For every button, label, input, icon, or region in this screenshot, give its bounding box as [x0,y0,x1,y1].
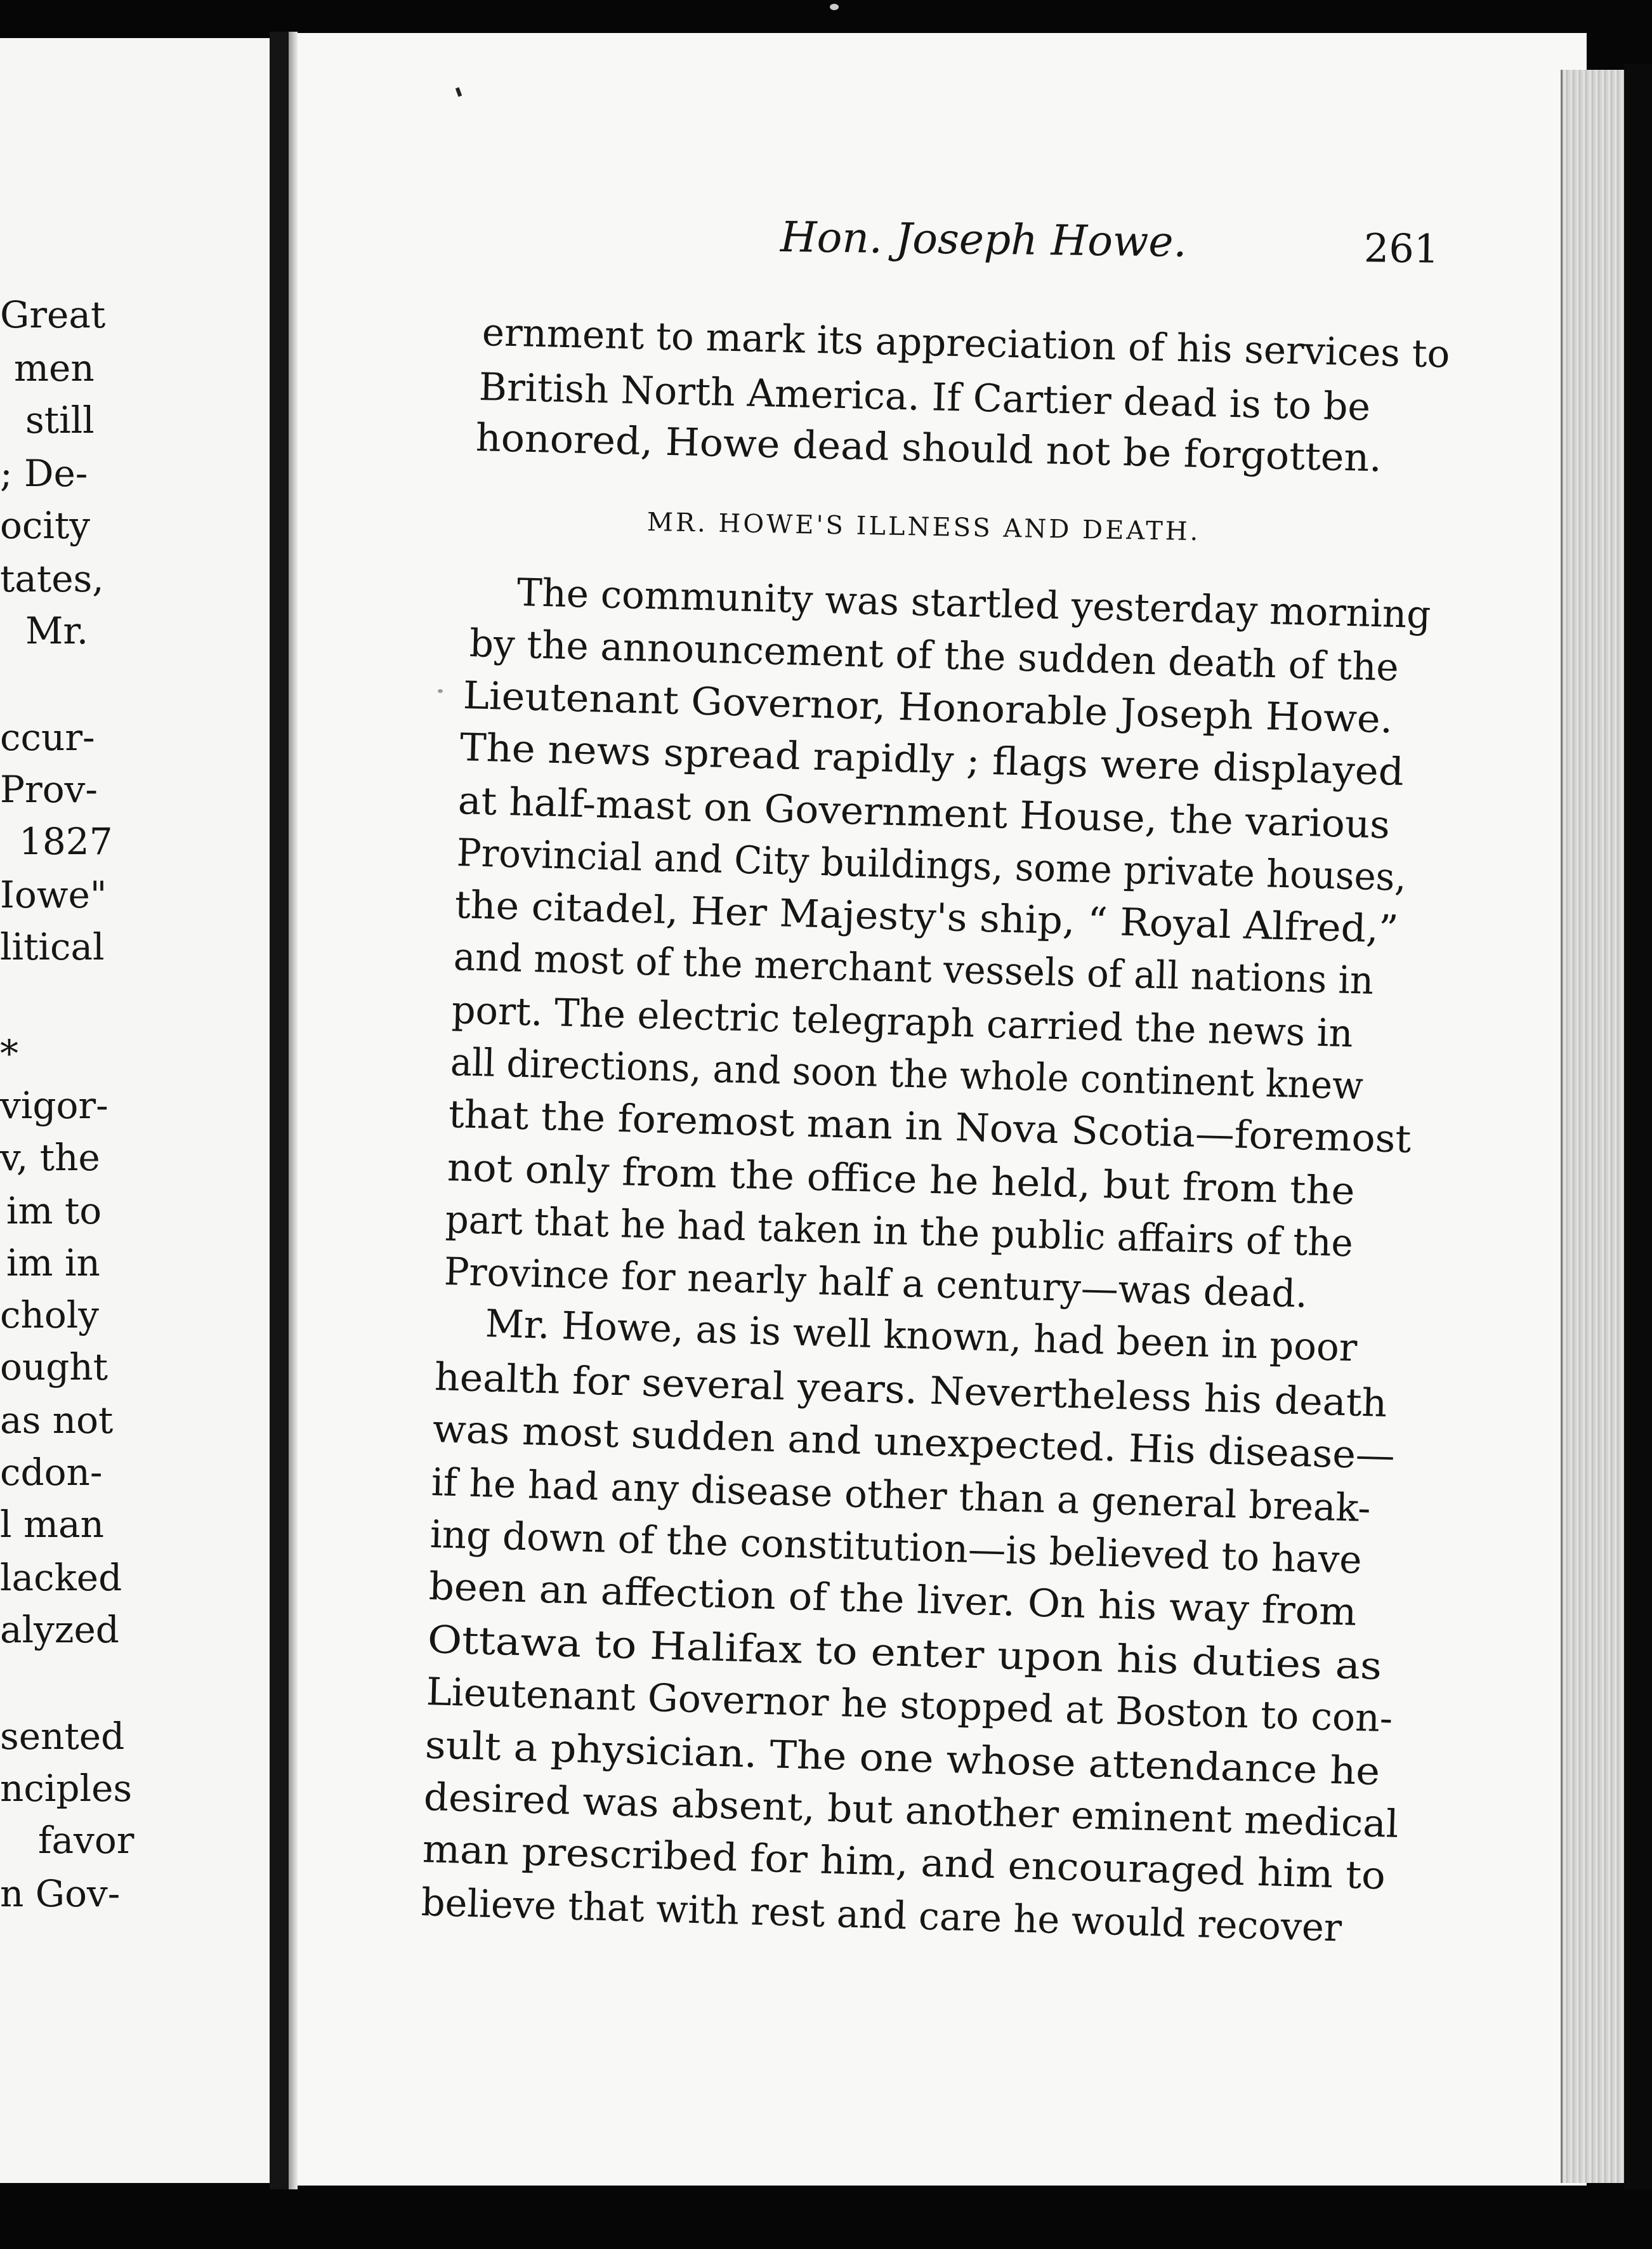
body-line: Province for nearly half a century—was dead. [443,1250,1308,1317]
facing-page-fragment: cdon- [0,1451,103,1494]
facing-page-fragment: im in [6,1241,100,1284]
body-line: Lieutenant Governor, Honorable Joseph Howe. [462,673,1394,742]
page-header [780,213,1439,278]
facing-page-fragment: Iowe" [0,873,107,916]
facing-page-fragment: vigor- [0,1084,108,1127]
body-line: all directions, and soon the whole continent knew [450,1040,1364,1109]
facing-page-fragment: choly [0,1293,100,1336]
body-line: health for several years. Nevertheless his death [434,1355,1388,1426]
facing-page-fragment: as not [0,1399,114,1442]
body-line: believe that with rest and care he would recover [421,1880,1342,1951]
facing-page-fragment: favor [38,1819,134,1862]
facing-page-fragment: ccur- [0,716,95,759]
facing-page-fragment: ; De- [0,452,88,495]
body-line: was most sudden and unexpected. His disease— [432,1407,1396,1479]
body-line: The news spread rapidly ; flags were displayed [459,725,1405,795]
body-line: the citadel, Her Majesty's ship, “ Royal Alfred,” [454,883,1400,952]
body-line: British North America. If Cartier dead is to be [478,365,1371,430]
body-line: Lieutenant Governor he stopped at Boston to con- [426,1670,1394,1741]
body-line: part that he had taken in the public affairs of the [445,1197,1354,1266]
body-line: Ottawa to Halifax to enter upon his duties as [427,1618,1382,1689]
body-line: ernment to mark its appreciation of his services to [482,310,1451,377]
running-head: Hon. Joseph Howe. [780,213,1187,267]
facing-page-fragment: Mr. [25,609,89,652]
facing-page-fragment: litical [0,925,105,968]
body-line: not only from the office he held, but from the [447,1145,1356,1214]
facing-page-fragment: l man [0,1503,104,1546]
body-line: Mr. Howe, as is well known, had been in poor [485,1302,1358,1371]
page-number: 261 [1363,225,1439,272]
body-line: honored, Howe dead should not be forgotten. [475,416,1382,481]
facing-page-fragment: v, the [0,1136,100,1179]
facing-page-fragment: * [0,1032,18,1075]
facing-page-fragment: nciples [0,1767,133,1810]
body-line: desired was absent, but another eminent medical [423,1775,1400,1847]
facing-page-fragment: Prov- [0,768,98,811]
facing-page-fragment: Great [0,293,106,336]
body-line: Provincial and City buildings, some private houses, [456,831,1407,900]
body-line: and most of the merchant vessels of all nations in [453,935,1374,1003]
facing-page-fragment: ocity [0,504,91,547]
facing-page-fragment: im to [6,1189,102,1232]
facing-page-fragment: lacked [0,1556,122,1599]
body-line: man prescribed for him, and encouraged him to [422,1827,1386,1899]
body-line: The community was startled yesterday morning [516,570,1432,638]
body-line: if he had any disease other than a general break- [431,1460,1372,1531]
facing-page-fragment: tates, [0,557,104,600]
facing-page-fragment: alyzed [0,1608,119,1651]
body-line: port. The electric telegraph carried the news in [451,988,1354,1057]
facing-page-fragment: n Gov- [0,1872,121,1915]
body-line: that the foremost man in Nova Scotia—foremost [448,1092,1412,1162]
facing-page-fragment: sented [0,1715,125,1758]
body-line: been an affection of the liver. On his way from [428,1564,1358,1635]
body-line: by the announcement of the sudden death of the [469,621,1400,690]
facing-page-fragment: still [25,399,95,442]
body-line: at half-mast on Government House, the various [457,779,1391,848]
body-line: ing down of the constitution—is believed to have [429,1512,1363,1583]
facing-page-fragment: 1827 [19,820,113,863]
section-heading: MR. HOWE'S ILLNESS AND DEATH. [646,508,1201,547]
body-line: sult a physician. The one whose attendance he [424,1723,1380,1795]
facing-page-fragment: ought [0,1345,108,1388]
facing-page-fragment: men [14,346,95,390]
